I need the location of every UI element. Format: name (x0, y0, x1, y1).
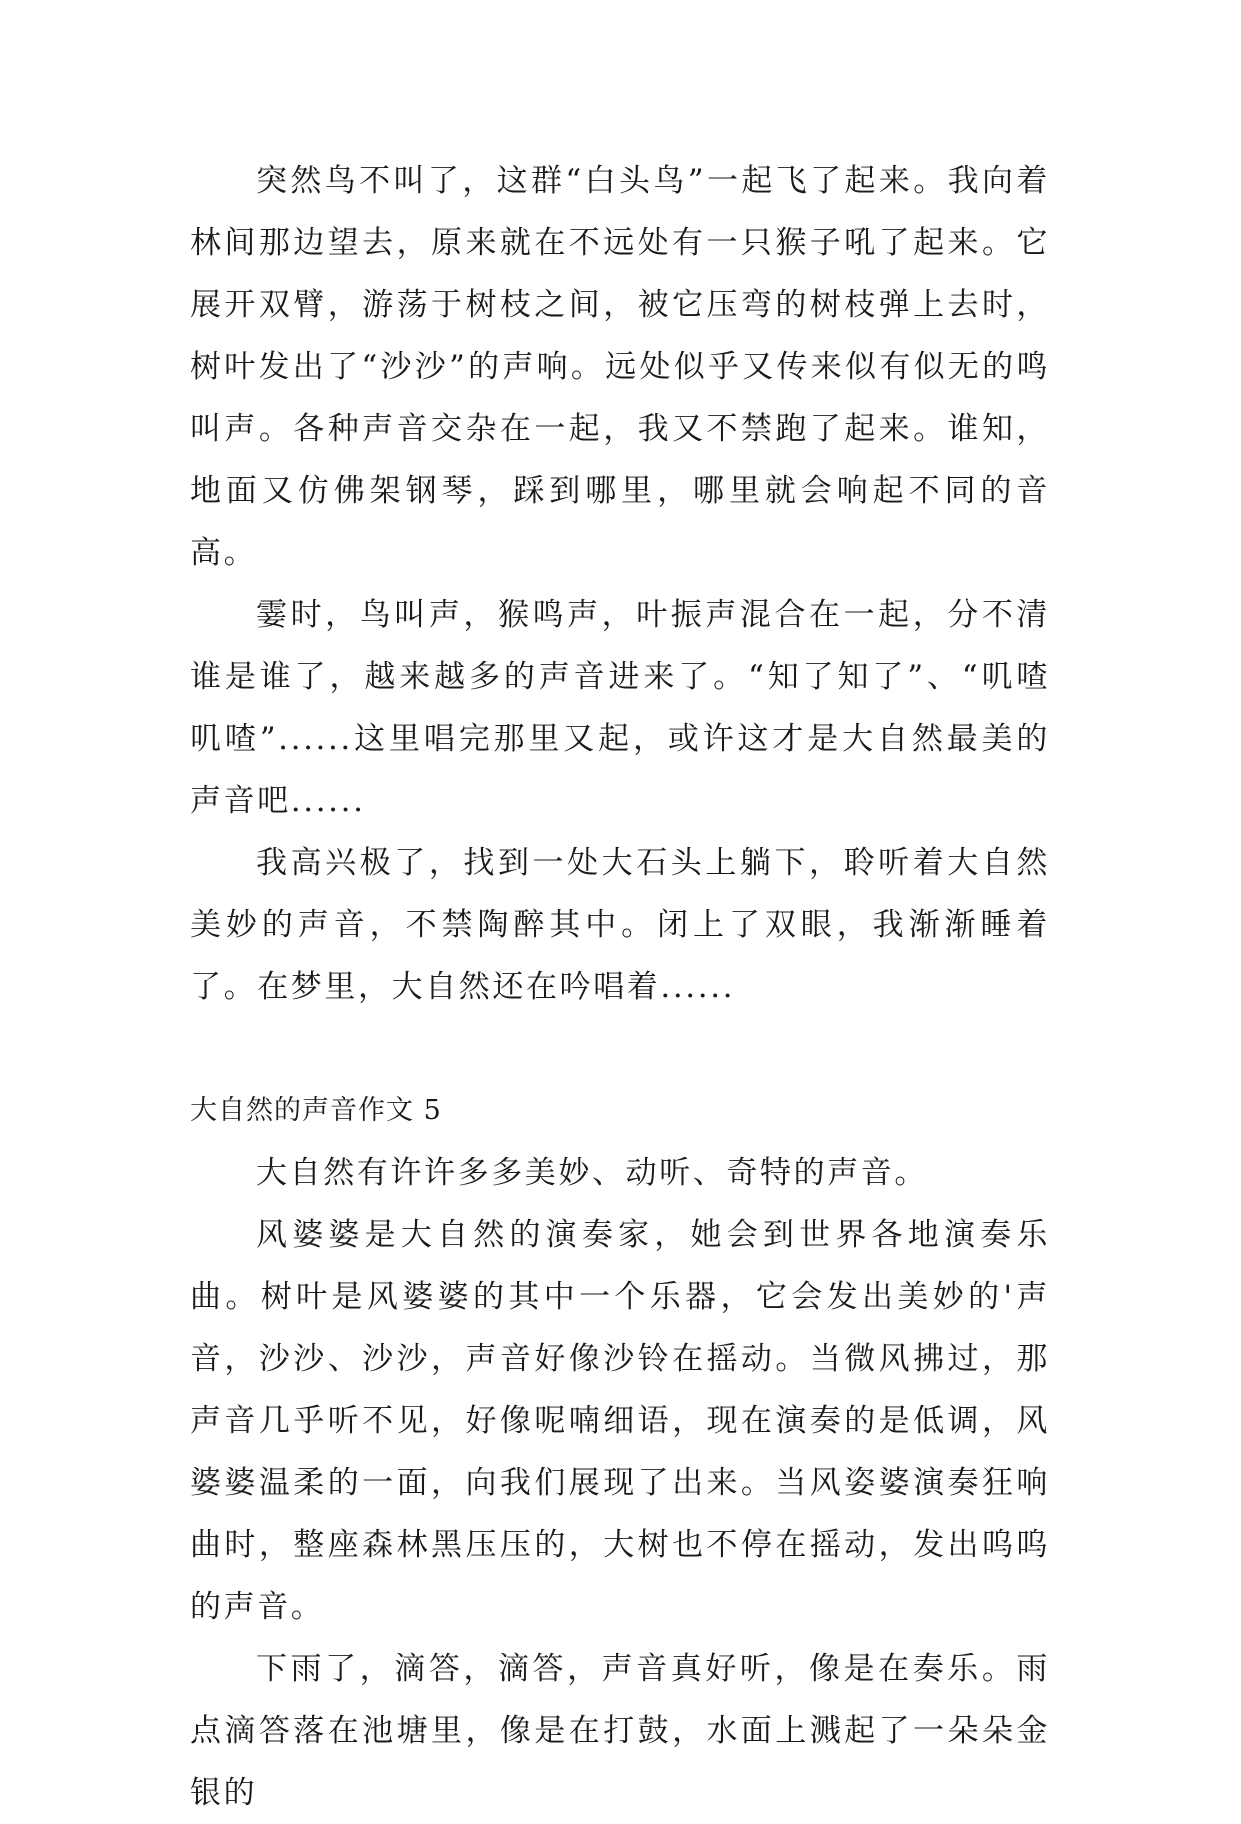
paragraph-rain: 下雨了，滴答，滴答，声音真好听，像是在奏乐。雨点滴答落在池塘里，像是在打鼓，水面上溅起了一朵朵金银的 (190, 1651, 1050, 1811)
section-spacer (190, 1018, 1050, 1080)
section-heading: 大自然的声音作文 5 (190, 1095, 442, 1126)
document-page (190, 150, 1050, 1824)
paragraph-falling-asleep: 我高兴极了，找到一处大石头上躺下，聆听着大自然美妙的声音，不禁陶醉其中。闭上了双眼，我渐渐睡着了。在梦里，大自然还在吟唱着...... (190, 845, 1050, 1005)
paragraph-monkey-scene: 突然鸟不叫了，这群“白头鸟”一起飞了起来。我向着林间那边望去，原来就在不远处有一只猴子吼了起来。它展开双臂，游荡于树枝之间，被它压弯的树枝弹上去时，树叶发出了“沙沙”的声响。远处似乎又传来似有似无的鸣叫声。各种声音交杂在一起，我又不禁跑了起来。谁知，地面又仿佛架钢琴，踩到哪里，哪里就会响起不同的音高。 (190, 163, 1050, 571)
paragraph-sounds-mixing: 霎时，鸟叫声，猴鸣声，叶振声混合在一起，分不清谁是谁了，越来越多的声音进来了。“知了知了”、“叽喳叽喳”......这里唱完那里又起，或许这才是大自然最美的声音吧...... (190, 597, 1050, 819)
paragraph-intro: 大自然有许许多多美妙、动听、奇特的声音。 (256, 1155, 928, 1191)
paragraph-wind-grandma: 风婆婆是大自然的演奏家，她会到世界各地演奏乐曲。树叶是风婆婆的其中一个乐器，它会发出美妙的'声音，沙沙、沙沙，声音好像沙铃在摇动。当微风拂过，那声音几乎听不见，好像呢喃细语，现在演奏的是低调，风婆婆温柔的一面，向我们展现了出来。当风姿婆演奏狂响曲时，整座森林黑压压的，大树也不停在摇动，发出呜呜的声音。 (190, 1217, 1050, 1625)
